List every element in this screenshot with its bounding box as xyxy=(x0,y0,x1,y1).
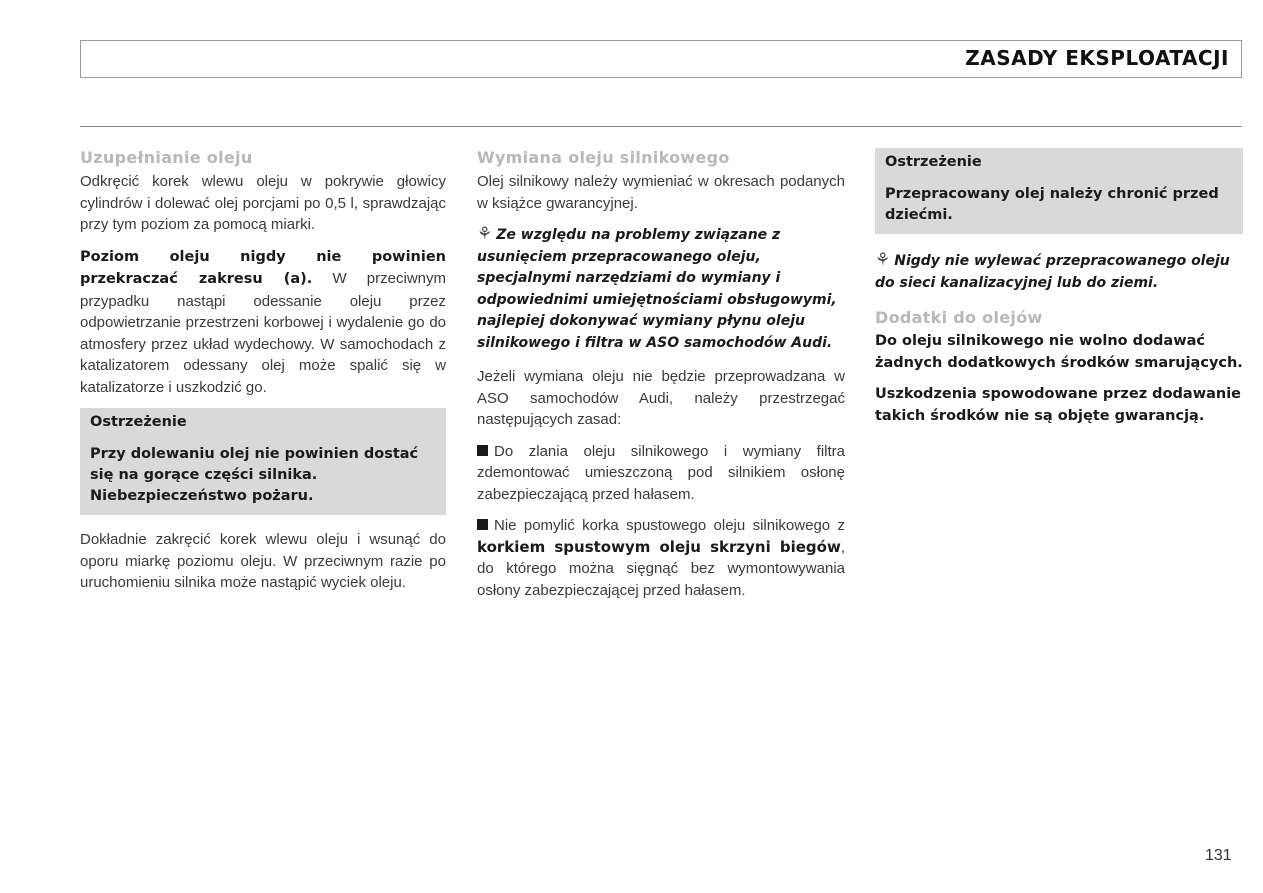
paragraph: Dokładnie zakręcić korek wlewu oleju i wsunąć do oporu miarkę poziomu oleju. W przeciwnym razie po uruchomieniu silnika może nastąpić wyciek oleju. xyxy=(80,531,446,591)
text: Do zlania oleju silnikowego i wymiany filtra zdemontować umieszczoną pod silnikiem osłonę zabezpieczającą przed hałasem. xyxy=(477,442,845,503)
paragraph: Uszkodzenia spowodowane przez dodawanie takich środków nie są objęte gwarancją. xyxy=(875,386,1241,424)
eco-text: Ze względu na problemy związane z usunięciem przepracowanego oleju, specjalnymi narzędziami do wymiany i odpowiednimi umiejętnościami obsługowymi, najlepiej dokonywać wymiany płynu oleju silnikowego i filtra w ASO samochodów Audi. xyxy=(477,227,837,351)
paragraph: Odkręcić korek wlewu oleju w pokrywie głowicy cylindrów i dolewać olej porcjami po 0,5 l, sprawdzając przy tym poziom za pomocą miarki. xyxy=(80,173,446,233)
bullet-icon xyxy=(477,519,488,530)
recycle-icon: ⚘ xyxy=(477,224,493,244)
column-2 xyxy=(477,148,845,611)
text: W przeciwnym przypadku nastąpi odessanie oleju przez odpowietrzanie przestrzeni korbowej i wydalenie go do atmosfery przez układ wydechowy. W samochodach z katalizatorem odessany olej może spalić się w katalizatorze i uszkodzić go. xyxy=(80,270,446,396)
recycle-icon: ⚘ xyxy=(875,250,891,270)
bold-text: Poziom oleju nigdy nie powinien przekraczać zakresu (a). xyxy=(80,248,446,287)
paragraph: Jeżeli wymiana oleju nie będzie przeprowadzana w ASO samochodów Audi, należy przestrzegać następujących zasad: xyxy=(477,368,845,428)
section-heading: Dodatki do olejów xyxy=(875,308,1043,327)
bold-text: korkiem spustowym oleju skrzyni biegów xyxy=(477,537,841,556)
paragraph xyxy=(80,246,446,399)
section-heading: Wymiana oleju silnikowego xyxy=(477,148,730,167)
eco-note xyxy=(477,224,845,354)
text: , do którego można sięgnąć bez wymontowywania osłony zabezpieczającej przed hałasem. xyxy=(477,538,845,599)
paragraph: Olej silnikowy należy wymieniać w okresach podanych w książce gwarancyjnej. xyxy=(477,173,845,212)
warning-box xyxy=(875,148,1243,234)
warning-title: Ostrzeżenie xyxy=(885,154,982,170)
section-heading: Uzupełnianie oleju xyxy=(80,148,253,167)
column-3 xyxy=(875,148,1243,437)
bullet-icon xyxy=(477,445,488,456)
text: Nie pomylić korka spustowego oleju silnikowego z xyxy=(494,517,845,534)
column-1 xyxy=(80,148,446,604)
eco-text: Nigdy nie wylewać przepracowanego oleju do sieci kanalizacyjnej lub do ziemi. xyxy=(875,253,1230,291)
paragraph: Do oleju silnikowego nie wolno dodawać żadnych dodatkowych środków smarujących. xyxy=(875,333,1243,371)
warning-title: Ostrzeżenie xyxy=(90,414,187,430)
header-box xyxy=(80,40,1242,78)
page-number: 131 xyxy=(1205,847,1232,864)
list-item xyxy=(477,515,845,601)
page-title: ZASADY EKSPLOATACJI xyxy=(965,46,1229,70)
warning-text: Przy dolewaniu olej nie powinien dostać się na gorące części silnika. Niebezpieczeństwo pożaru. xyxy=(90,446,419,504)
divider xyxy=(80,126,1242,127)
list-item xyxy=(477,441,845,506)
warning-box xyxy=(80,408,446,515)
warning-text: Przepracowany olej należy chronić przed dziećmi. xyxy=(885,186,1219,223)
eco-note xyxy=(875,250,1243,294)
